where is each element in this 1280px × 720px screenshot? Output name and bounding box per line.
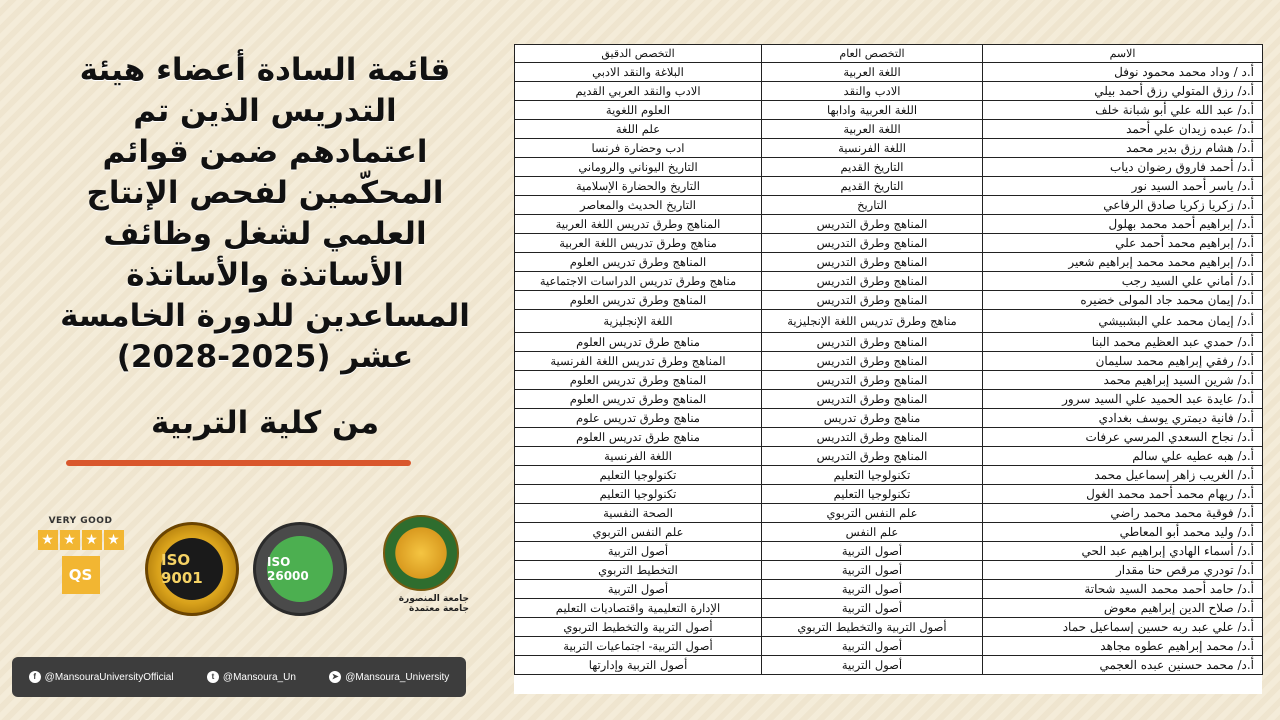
table-row (515, 485, 1263, 504)
cell-general-specialty: المناهج وطرق التدريس (762, 272, 983, 291)
cell-precise-specialty: مناهج وطرق تدريس اللغة العربية (515, 234, 762, 253)
star-icon: ★ (104, 530, 124, 550)
qs-stars (33, 530, 128, 550)
cell-precise-specialty: أصول التربية وإدارتها (515, 656, 762, 675)
header-general-specialty: التخصص العام (762, 45, 983, 63)
cell-name: أ.د/ ريهام محمد أحمد محمد الغول (983, 485, 1263, 504)
table-row (515, 447, 1263, 466)
university-emblem-icon (383, 515, 459, 591)
social-telegram[interactable] (329, 671, 449, 683)
table-row (515, 234, 1263, 253)
page-title: قائمة السادة أعضاء هيئة التدريس الذين تم اعتمادهم ضمن قوائم المحكّمين لفحص الإنتاج العلمي لشغل وظائف الأساتذة والأساتذة المساعدين للدورة الخامسة عشر (2025-2028) (60, 52, 470, 375)
table-row (515, 333, 1263, 352)
table-row (515, 291, 1263, 310)
cell-name: أ.د/ ياسر أحمد السيد نور (983, 177, 1263, 196)
cell-general-specialty: المناهج وطرق التدريس (762, 447, 983, 466)
cell-name: أ.د/ إيمان محمد علي البشبيشي (983, 310, 1263, 333)
table-row (515, 618, 1263, 637)
reviewers-table (514, 44, 1263, 675)
cell-general-specialty: أصول التربية (762, 542, 983, 561)
cell-precise-specialty: العلوم اللغوية (515, 101, 762, 120)
qs-logo: QS (62, 556, 100, 594)
cell-precise-specialty: تكنولوجيا التعليم (515, 466, 762, 485)
cell-name: أ.د/ عايدة عبد الحميد علي السيد سرور (983, 390, 1263, 409)
cell-general-specialty: علم النفس التربوي (762, 504, 983, 523)
cell-general-specialty: المناهج وطرق التدريس (762, 215, 983, 234)
cell-general-specialty: أصول التربية (762, 561, 983, 580)
social-facebook[interactable] (29, 671, 174, 683)
cell-precise-specialty: الادب والنقد العربي القديم (515, 82, 762, 101)
cell-name: أ.د/ عبده زيدان علي أحمد (983, 120, 1263, 139)
cell-general-specialty: أصول التربية (762, 637, 983, 656)
cell-general-specialty: مناهج وطرق تدريس اللغة الإنجليزية (762, 310, 983, 333)
iso-9001-seal (145, 522, 239, 616)
table-row (515, 599, 1263, 618)
cell-general-specialty: أصول التربية والتخطيط التربوي (762, 618, 983, 637)
cell-precise-specialty: المناهج وطرق تدريس العلوم (515, 371, 762, 390)
cell-name: أ.د/ عبد الله علي أبو شبانة خلف (983, 101, 1263, 120)
table-row (515, 466, 1263, 485)
table-row (515, 580, 1263, 599)
cell-name: أ.د/ رفقي إبراهيم محمد سليمان (983, 352, 1263, 371)
cell-name: أ.د/ أماني علي السيد رجب (983, 272, 1263, 291)
cell-general-specialty: أصول التربية (762, 599, 983, 618)
social-twitter[interactable] (207, 671, 296, 683)
cell-general-specialty: المناهج وطرق التدريس (762, 352, 983, 371)
cell-general-specialty: اللغة العربية وادابها (762, 101, 983, 120)
cell-precise-specialty: أصول التربية والتخطيط التربوي (515, 618, 762, 637)
table-row (515, 82, 1263, 101)
cell-general-specialty: اللغة العربية (762, 120, 983, 139)
cell-name: أ.د/ علي عبد ربه حسين إسماعيل حماد (983, 618, 1263, 637)
table-row (515, 101, 1263, 120)
table-row (515, 63, 1263, 82)
cell-name: أ.د/ حمدي عبد العظيم محمد البنا (983, 333, 1263, 352)
accreditation-logos (25, 510, 475, 620)
cell-name: أ.د/ صلاح الدين إبراهيم معوض (983, 599, 1263, 618)
cell-general-specialty: أصول التربية (762, 580, 983, 599)
cell-name: أ.د/ تودري مرقص حنا مقدار (983, 561, 1263, 580)
table-row (515, 390, 1263, 409)
table-row (515, 409, 1263, 428)
cell-precise-specialty: الإدارة التعليمية واقتصاديات التعليم (515, 599, 762, 618)
cell-name: أ.د/ أحمد فاروق رضوان دياب (983, 158, 1263, 177)
cell-precise-specialty: المناهج وطرق تدريس العلوم (515, 253, 762, 272)
cell-precise-specialty: تكنولوجيا التعليم (515, 485, 762, 504)
cell-name: أ.د/ فوقية محمد محمد راضي (983, 504, 1263, 523)
cell-name: أ.د/ إبراهيم أحمد محمد بهلول (983, 215, 1263, 234)
cell-general-specialty: التاريخ القديم (762, 177, 983, 196)
faculty-subtitle: من كلية التربية (150, 405, 380, 441)
cell-name: أ.د/ إبراهيم محمد أحمد علي (983, 234, 1263, 253)
cell-general-specialty: علم النفس (762, 523, 983, 542)
cell-name: أ.د/ هبه عطيه علي سالم (983, 447, 1263, 466)
cell-name: أ.د / وداد محمد محمود نوفل (983, 63, 1263, 82)
telegram-icon: ➤ (329, 671, 341, 683)
cell-name: أ.د/ نجاح السعدي المرسي عرفات (983, 428, 1263, 447)
table-row (515, 139, 1263, 158)
header-precise-specialty: التخصص الدقيق (515, 45, 762, 63)
cell-precise-specialty: البلاغة والنقد الادبي (515, 63, 762, 82)
social-handle: @Mansoura_Un (222, 671, 296, 683)
table-row (515, 352, 1263, 371)
iso-9001-label: ISO 9001 (161, 538, 223, 600)
star-icon: ★ (82, 530, 102, 550)
facebook-instagram-icon: f (29, 671, 41, 683)
cell-name: أ.د/ هشام رزق بدير محمد (983, 139, 1263, 158)
star-icon: ★ (38, 530, 58, 550)
cell-name: أ.د/ حامد أحمد محمد السيد شحاتة (983, 580, 1263, 599)
iso-26000-label: ISO 26000 (267, 536, 333, 602)
table-row (515, 504, 1263, 523)
table-row (515, 656, 1263, 675)
cell-precise-specialty: المناهج وطرق تدريس العلوم (515, 291, 762, 310)
cell-precise-specialty: اللغة الإنجليزية (515, 310, 762, 333)
cell-general-specialty: المناهج وطرق التدريس (762, 291, 983, 310)
table-body (515, 63, 1263, 675)
cell-name: أ.د/ رزق المتولي رزق أحمد بيلي (983, 82, 1263, 101)
cell-general-specialty: المناهج وطرق التدريس (762, 234, 983, 253)
cell-name: أ.د/ إيمان محمد جاد المولى خضيره (983, 291, 1263, 310)
cell-general-specialty: المناهج وطرق التدريس (762, 371, 983, 390)
cell-precise-specialty: أصول التربية (515, 580, 762, 599)
cell-name: أ.د/ محمد إبراهيم عطوه مجاهد (983, 637, 1263, 656)
cell-precise-specialty: ادب وحضارة فرنسا (515, 139, 762, 158)
table-row (515, 253, 1263, 272)
cell-name: أ.د/ زكريا زكريا صادق الرفاعي (983, 196, 1263, 215)
university-caption: جامعة المنصورة جامعة معتمدة (398, 593, 469, 614)
cell-name: أ.د/ وليد محمد أبو المعاطي (983, 523, 1263, 542)
table-row (515, 215, 1263, 234)
cell-general-specialty: اللغة الفرنسية (762, 139, 983, 158)
cell-general-specialty: تكنولوجيا التعليم (762, 485, 983, 504)
cell-precise-specialty: المناهج وطرق تدريس العلوم (515, 390, 762, 409)
table-row (515, 310, 1263, 333)
title-underline (66, 460, 411, 466)
cell-precise-specialty: علم اللغة (515, 120, 762, 139)
table-row (515, 272, 1263, 291)
cell-precise-specialty: علم النفس التربوي (515, 523, 762, 542)
table-row (515, 428, 1263, 447)
cell-general-specialty: التاريخ القديم (762, 158, 983, 177)
twitter-icon: t (207, 671, 219, 683)
cell-name: أ.د/ فانية ديمتري يوسف بغدادي (983, 409, 1263, 428)
table-row (515, 523, 1263, 542)
iso-26000-seal (253, 522, 347, 616)
social-handle: @Mansoura_University (345, 671, 450, 683)
cell-precise-specialty: مناهج طرق تدريس العلوم (515, 428, 762, 447)
cell-general-specialty: المناهج وطرق التدريس (762, 253, 983, 272)
cell-general-specialty: التاريخ (762, 196, 983, 215)
cell-precise-specialty: التاريخ والحضارة الإسلامية (515, 177, 762, 196)
cell-precise-specialty: اللغة الفرنسية (515, 447, 762, 466)
qs-rating-label: VERY GOOD (48, 516, 113, 526)
header-name: الاسم (983, 45, 1263, 63)
cell-general-specialty: المناهج وطرق التدريس (762, 390, 983, 409)
cell-precise-specialty: مناهج وطرق تدريس الدراسات الاجتماعية (515, 272, 762, 291)
cell-name: أ.د/ شرين السيد إبراهيم محمد (983, 371, 1263, 390)
cell-general-specialty: تكنولوجيا التعليم (762, 466, 983, 485)
table-row (515, 196, 1263, 215)
cell-name: أ.د/ أسماء الهادي إبراهيم عبد الحي (983, 542, 1263, 561)
cell-precise-specialty: مناهج طرق تدريس العلوم (515, 333, 762, 352)
cell-general-specialty: المناهج وطرق التدريس (762, 428, 983, 447)
cell-general-specialty: اللغة العربية (762, 63, 983, 82)
reviewers-table-sheet (514, 44, 1262, 694)
cell-general-specialty: أصول التربية (762, 656, 983, 675)
star-icon: ★ (60, 530, 80, 550)
cell-precise-specialty: التاريخ اليوناني والروماني (515, 158, 762, 177)
cell-general-specialty: الادب والنقد (762, 82, 983, 101)
cell-name: أ.د/ إبراهيم محمد محمد إبراهيم شعير (983, 253, 1263, 272)
social-bar (12, 657, 466, 697)
table-row (515, 542, 1263, 561)
cell-precise-specialty: المناهج وطرق تدريس اللغة العربية (515, 215, 762, 234)
cell-name: أ.د/ محمد حسنين عبده العجمي (983, 656, 1263, 675)
cell-precise-specialty: التاريخ الحديث والمعاصر (515, 196, 762, 215)
cell-precise-specialty: مناهج وطرق تدريس علوم (515, 409, 762, 428)
cell-general-specialty: مناهج وطرق تدريس (762, 409, 983, 428)
cell-precise-specialty: أصول التربية (515, 542, 762, 561)
cell-precise-specialty: المناهج وطرق تدريس اللغة الفرنسية (515, 352, 762, 371)
table-row (515, 371, 1263, 390)
social-handle: @MansouraUniversityOfficial (44, 671, 174, 683)
cell-precise-specialty: أصول التربية- اجتماعيات التربية (515, 637, 762, 656)
table-row (515, 561, 1263, 580)
table-row (515, 177, 1263, 196)
cell-name: أ.د/ الغريب زاهر إسماعيل محمد (983, 466, 1263, 485)
table-row (515, 637, 1263, 656)
university-crest (373, 512, 469, 616)
qs-rating-badge (33, 516, 128, 616)
cell-precise-specialty: التخطيط التربوي (515, 561, 762, 580)
cell-general-specialty: المناهج وطرق التدريس (762, 333, 983, 352)
cell-precise-specialty: الصحة النفسية (515, 504, 762, 523)
table-row (515, 158, 1263, 177)
table-row (515, 120, 1263, 139)
table-header-row (515, 45, 1263, 63)
